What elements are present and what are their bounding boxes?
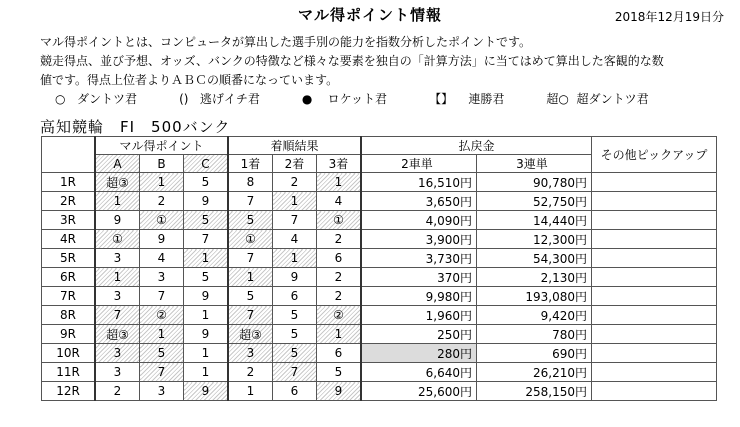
other-pickup bbox=[592, 325, 717, 344]
point-a: 9 bbox=[95, 211, 140, 230]
payout-trifecta: 2,130円 bbox=[477, 268, 592, 287]
result-1st: 1 bbox=[228, 268, 273, 287]
points-header: マル得ポイント bbox=[95, 137, 228, 155]
results-table bbox=[41, 136, 717, 401]
result-1st: 1 bbox=[228, 382, 273, 401]
payout-trifecta: 258,150円 bbox=[477, 382, 592, 401]
table-row bbox=[42, 268, 717, 287]
result-2nd: 4 bbox=[273, 230, 317, 249]
col-trifecta-header: 3連単 bbox=[477, 155, 592, 173]
result-2nd: 6 bbox=[273, 382, 317, 401]
other-pickup bbox=[592, 173, 717, 192]
result-2nd: 5 bbox=[273, 344, 317, 363]
payout-header: 払戻金 bbox=[361, 137, 592, 155]
result-3rd: 4 bbox=[317, 192, 362, 211]
description-line: マル得ポイントとは、コンピュータが算出した選手別の能力を指数分析したポイントです。 bbox=[40, 35, 532, 49]
venue-subtitle: 高知競輪 FI 500バンク bbox=[40, 118, 231, 136]
table-row bbox=[42, 306, 717, 325]
payout-trifecta: 14,440円 bbox=[477, 211, 592, 230]
result-1st: 7 bbox=[228, 249, 273, 268]
description bbox=[40, 33, 720, 90]
point-a: 3 bbox=[95, 344, 140, 363]
point-a: 3 bbox=[95, 363, 140, 382]
point-b: 1 bbox=[140, 325, 184, 344]
race-number: 10R bbox=[42, 344, 96, 363]
point-b: 5 bbox=[140, 344, 184, 363]
race-number: 5R bbox=[42, 249, 96, 268]
other-pickup-header: その他ピックアップ bbox=[592, 137, 717, 173]
result-1st: ① bbox=[228, 230, 273, 249]
point-b: 9 bbox=[140, 230, 184, 249]
table-row bbox=[42, 192, 717, 211]
table-row bbox=[42, 211, 717, 230]
result-3rd: 5 bbox=[317, 363, 362, 382]
col-a-header: A bbox=[95, 155, 140, 173]
payout-exacta: 25,600円 bbox=[361, 382, 477, 401]
result-1st: 7 bbox=[228, 192, 273, 211]
other-pickup bbox=[592, 306, 717, 325]
other-pickup bbox=[592, 249, 717, 268]
point-a: 1 bbox=[95, 268, 140, 287]
payout-trifecta: 780円 bbox=[477, 325, 592, 344]
legend-item-rocket: ● ロケット君 bbox=[301, 92, 388, 106]
payout-exacta: 370円 bbox=[361, 268, 477, 287]
results-body bbox=[42, 173, 717, 401]
payout-exacta: 3,650円 bbox=[361, 192, 477, 211]
other-pickup bbox=[592, 268, 717, 287]
payout-exacta: 9,980円 bbox=[361, 287, 477, 306]
result-3rd: 9 bbox=[317, 382, 362, 401]
result-2nd: 2 bbox=[273, 173, 317, 192]
point-c: 1 bbox=[184, 363, 229, 382]
payout-exacta: 280円 bbox=[361, 344, 477, 363]
result-2nd: 1 bbox=[273, 249, 317, 268]
table-row bbox=[42, 230, 717, 249]
col-exacta-header: 2車単 bbox=[361, 155, 477, 173]
payout-exacta: 3,900円 bbox=[361, 230, 477, 249]
payout-trifecta: 9,420円 bbox=[477, 306, 592, 325]
payout-trifecta: 52,750円 bbox=[477, 192, 592, 211]
race-number: 6R bbox=[42, 268, 96, 287]
point-c: 9 bbox=[184, 382, 229, 401]
result-3rd: ① bbox=[317, 211, 362, 230]
payout-exacta: 3,730円 bbox=[361, 249, 477, 268]
result-3rd: ② bbox=[317, 306, 362, 325]
result-3rd: 1 bbox=[317, 173, 362, 192]
point-b: 3 bbox=[140, 268, 184, 287]
race-number: 7R bbox=[42, 287, 96, 306]
result-1st: 8 bbox=[228, 173, 273, 192]
other-pickup bbox=[592, 344, 717, 363]
point-c: 5 bbox=[184, 268, 229, 287]
description-line: 競走得点、並び予想、オッズ、バンクの特徴など様々な要素を独自の「計算方法」に当てはめて算出した客観的な数 bbox=[40, 54, 664, 68]
col-3rd-header: 3着 bbox=[317, 155, 362, 173]
race-number: 9R bbox=[42, 325, 96, 344]
payout-exacta: 16,510円 bbox=[361, 173, 477, 192]
group-header-row bbox=[42, 137, 717, 155]
other-pickup bbox=[592, 230, 717, 249]
results-header: 着順結果 bbox=[228, 137, 361, 155]
point-b: ① bbox=[140, 211, 184, 230]
race-number: 3R bbox=[42, 211, 96, 230]
point-b: 7 bbox=[140, 287, 184, 306]
result-1st: 2 bbox=[228, 363, 273, 382]
result-3rd: 2 bbox=[317, 287, 362, 306]
result-2nd: 1 bbox=[273, 192, 317, 211]
result-2nd: 6 bbox=[273, 287, 317, 306]
payout-trifecta: 90,780円 bbox=[477, 173, 592, 192]
point-a: 超③ bbox=[95, 173, 140, 192]
point-a: 2 bbox=[95, 382, 140, 401]
point-b: ② bbox=[140, 306, 184, 325]
legend-item-nigeichi: () 逃げイチ君 bbox=[179, 92, 260, 106]
point-a: 超③ bbox=[95, 325, 140, 344]
race-number: 12R bbox=[42, 382, 96, 401]
col-c-header: C bbox=[184, 155, 229, 173]
col-2nd-header: 2着 bbox=[273, 155, 317, 173]
payout-exacta: 6,640円 bbox=[361, 363, 477, 382]
result-1st: 7 bbox=[228, 306, 273, 325]
payout-trifecta: 193,080円 bbox=[477, 287, 592, 306]
col-b-header: B bbox=[140, 155, 184, 173]
point-b: 7 bbox=[140, 363, 184, 382]
race-number: 1R bbox=[42, 173, 96, 192]
payout-exacta: 4,090円 bbox=[361, 211, 477, 230]
point-c: 5 bbox=[184, 173, 229, 192]
point-a: 3 bbox=[95, 249, 140, 268]
payout-trifecta: 26,210円 bbox=[477, 363, 592, 382]
payout-exacta: 1,960円 bbox=[361, 306, 477, 325]
point-a: ① bbox=[95, 230, 140, 249]
result-3rd: 6 bbox=[317, 344, 362, 363]
result-2nd: 7 bbox=[273, 363, 317, 382]
result-1st: 5 bbox=[228, 287, 273, 306]
other-pickup bbox=[592, 211, 717, 230]
result-3rd: 2 bbox=[317, 268, 362, 287]
point-c: 1 bbox=[184, 249, 229, 268]
point-c: 9 bbox=[184, 325, 229, 344]
race-number: 8R bbox=[42, 306, 96, 325]
legend-item-renshou: 【】 連勝君 bbox=[429, 92, 505, 106]
point-c: 9 bbox=[184, 192, 229, 211]
table-row bbox=[42, 249, 717, 268]
race-number: 11R bbox=[42, 363, 96, 382]
table-row bbox=[42, 287, 717, 306]
legend-item-chou-dantotsu: 超○ 超ダントツ君 bbox=[546, 92, 649, 106]
result-2nd: 5 bbox=[273, 325, 317, 344]
point-c: 7 bbox=[184, 230, 229, 249]
race-number: 4R bbox=[42, 230, 96, 249]
point-a: 3 bbox=[95, 287, 140, 306]
legend-item-dantotsu: ○ ダントツ君 bbox=[55, 92, 138, 106]
payout-exacta: 250円 bbox=[361, 325, 477, 344]
other-pickup bbox=[592, 382, 717, 401]
point-c: 5 bbox=[184, 211, 229, 230]
result-3rd: 2 bbox=[317, 230, 362, 249]
page-title: マル得ポイント情報 bbox=[297, 6, 442, 24]
table-row bbox=[42, 382, 717, 401]
result-1st: 超③ bbox=[228, 325, 273, 344]
point-b: 3 bbox=[140, 382, 184, 401]
result-2nd: 9 bbox=[273, 268, 317, 287]
other-pickup bbox=[592, 192, 717, 211]
col-1st-header: 1着 bbox=[228, 155, 273, 173]
point-a: 7 bbox=[95, 306, 140, 325]
report-date: 2018年12月19日分 bbox=[614, 10, 724, 24]
payout-trifecta: 690円 bbox=[477, 344, 592, 363]
other-pickup bbox=[592, 287, 717, 306]
table-row bbox=[42, 173, 717, 192]
point-c: 1 bbox=[184, 306, 229, 325]
result-2nd: 5 bbox=[273, 306, 317, 325]
point-b: 2 bbox=[140, 192, 184, 211]
point-b: 1 bbox=[140, 173, 184, 192]
table-row bbox=[42, 363, 717, 382]
other-pickup bbox=[592, 363, 717, 382]
result-2nd: 7 bbox=[273, 211, 317, 230]
table-row bbox=[42, 344, 717, 363]
point-a: 1 bbox=[95, 192, 140, 211]
result-1st: 5 bbox=[228, 211, 273, 230]
description-line: 値です。得点上位者よりＡＢＣの順番になっています。 bbox=[40, 73, 339, 87]
point-c: 1 bbox=[184, 344, 229, 363]
symbol-legend bbox=[55, 90, 715, 107]
result-1st: 3 bbox=[228, 344, 273, 363]
race-number: 2R bbox=[42, 192, 96, 211]
payout-trifecta: 12,300円 bbox=[477, 230, 592, 249]
result-3rd: 1 bbox=[317, 325, 362, 344]
result-3rd: 6 bbox=[317, 249, 362, 268]
point-b: 4 bbox=[140, 249, 184, 268]
payout-trifecta: 54,300円 bbox=[477, 249, 592, 268]
table-row bbox=[42, 325, 717, 344]
race-header bbox=[42, 137, 96, 173]
point-c: 9 bbox=[184, 287, 229, 306]
